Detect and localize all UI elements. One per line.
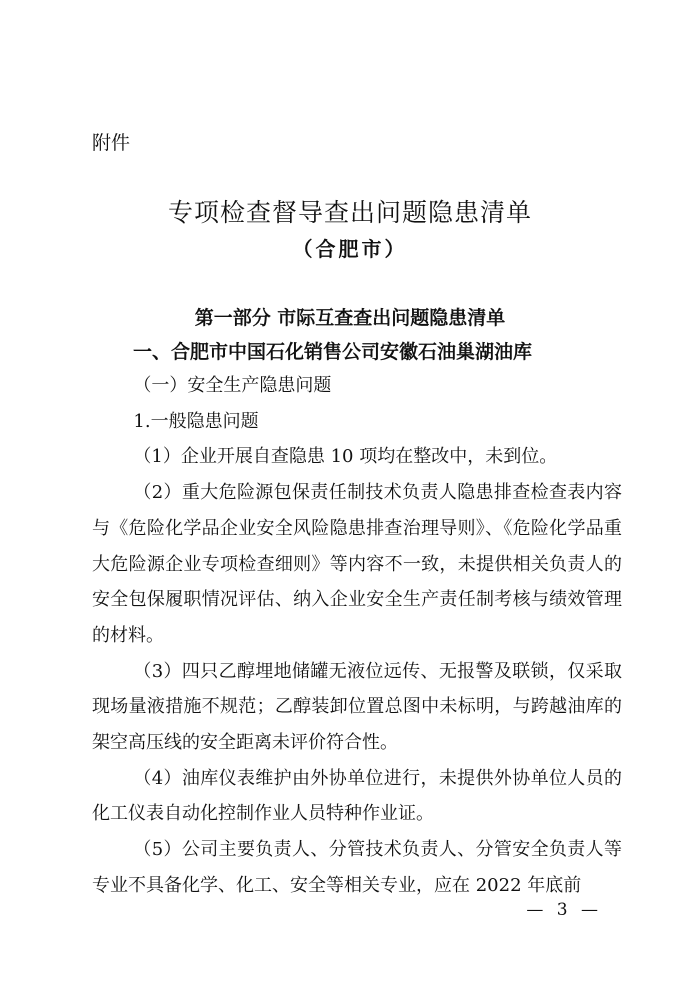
document-title: 专项检查督导查出问题隐患清单 — [167, 198, 532, 227]
attachment-label: 附件 — [92, 132, 131, 154]
list-item: （2）重大危险源包保责任制技术负责人隐患排查检查表内容与《危险化学品企业安全风险隐患排查治理导则》、《危险化学品重大危险源企业专项检查细则》等内容不一致，未提供相关负责人的安全包保履职情况评估、纳入企业安全生产责任制考核与绩效管理的材料。 — [92, 482, 622, 646]
list-item: （1）企业开展自查隐患 10 项均在整改中，未到位。 — [133, 446, 558, 468]
list-item: （3）四只乙醇埋地储罐无液位远传、无报警及联锁，仅采取现场量液措施不规范；乙醇装卸位置总图中未标明，与跨越油库的架空高压线的安全距离未评价符合性。 — [92, 660, 622, 754]
list-item: （4）油库仪表维护由外协单位进行，未提供外协单位人员的化工仪表自动化控制作业人员特种作业证。 — [92, 767, 622, 825]
subsection-heading: （一）安全生产隐患问题 — [133, 375, 332, 396]
page-number: — 3 — — [526, 900, 602, 920]
document-body — [92, 368, 622, 904]
section-heading: 一、合肥市中国石化销售公司安徽石油巢湖油库 — [133, 341, 533, 363]
list-item: （5）公司主要负责人、分管技术负责人、分管安全负责人等专业不具备化学、化工、安全等相关专业，应在 2022 年底前 — [92, 839, 622, 896]
document-subtitle: （合肥市） — [292, 237, 408, 261]
subsubsection-heading: 1.一般隐患问题 — [133, 410, 259, 432]
part-title: 第一部分 市际互查查出问题隐患清单 — [194, 307, 506, 329]
